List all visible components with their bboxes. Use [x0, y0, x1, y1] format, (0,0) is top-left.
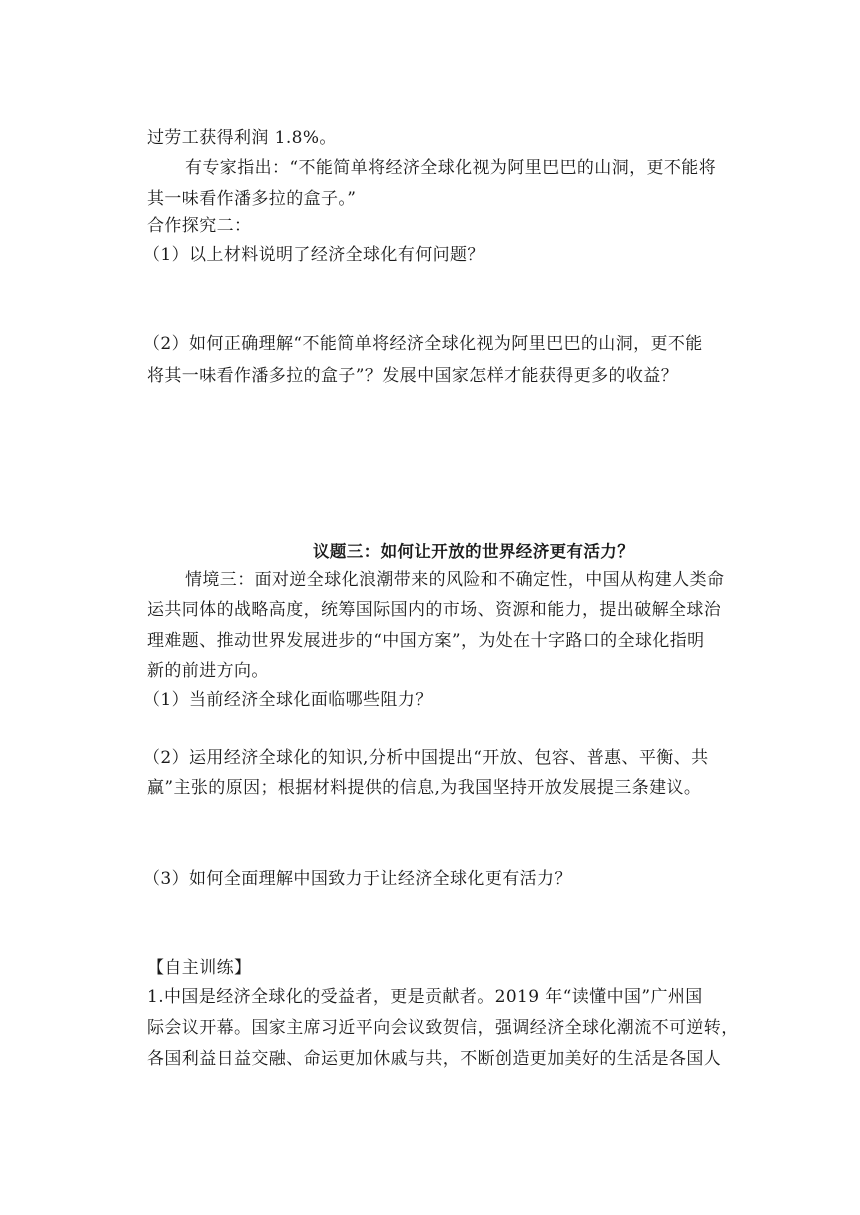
text-line: 有专家指出：“不能简单将经济全球化视为阿里巴巴的山洞，更不能将	[185, 158, 717, 178]
text-line: 1.中国是经济全球化的受益者，更是贡献者。2019 年“读懂中国”广州国	[147, 987, 703, 1007]
question-2: （2）运用经济全球化的知识,分析中国提出“开放、包容、普惠、平衡、共	[143, 748, 709, 768]
text-line: 新的前进方向。	[147, 661, 269, 681]
text-line: 际会议开幕。国家主席习近平向会议致贺信，强调经济全球化潮流不可逆转，	[147, 1018, 739, 1038]
text-line: 各国利益日益交融、命运更加休戚与共，不断创造更加美好的生活是各国人	[147, 1049, 722, 1069]
topic-heading: 议题三：如何让开放的世界经济更有活力？	[313, 542, 635, 561]
section-label: 【自主训练】	[147, 958, 252, 978]
question-1: （1）当前经济全球化面临哪些阻力？	[143, 690, 433, 710]
text-line: 情境三：面对逆全球化浪潮带来的风险和不确定性，中国从构建人类命	[185, 570, 725, 590]
question-3: （3）如何全面理解中国致力于让经济全球化更有活力？	[143, 869, 572, 889]
question-1: （1）以上材料说明了经济全球化有何问题？	[143, 245, 485, 265]
section-label: 合作探究二：	[147, 216, 252, 236]
text-line: 理难题、推动世界发展进步的“中国方案”，为处在十字路口的全球化指明	[147, 631, 705, 651]
text-line: 过劳工获得利润 1.8%。	[147, 128, 337, 148]
question-2: （2）如何正确理解“不能简单将经济全球化视为阿里巴巴的山洞，更不能	[143, 334, 703, 354]
text-line: 赢”主张的原因；根据材料提供的信息,为我国坚持开放发展提三条建议。	[147, 778, 702, 798]
text-line: 其一味看作潘多拉的盒子。”	[147, 189, 357, 209]
text-line: 运共同体的战略高度，统筹国际国内的市场、资源和能力，提出破解全球治	[147, 600, 722, 620]
text-line: 将其一味看作潘多拉的盒子”？发展中国家怎样才能获得更多的收益？	[147, 366, 679, 386]
